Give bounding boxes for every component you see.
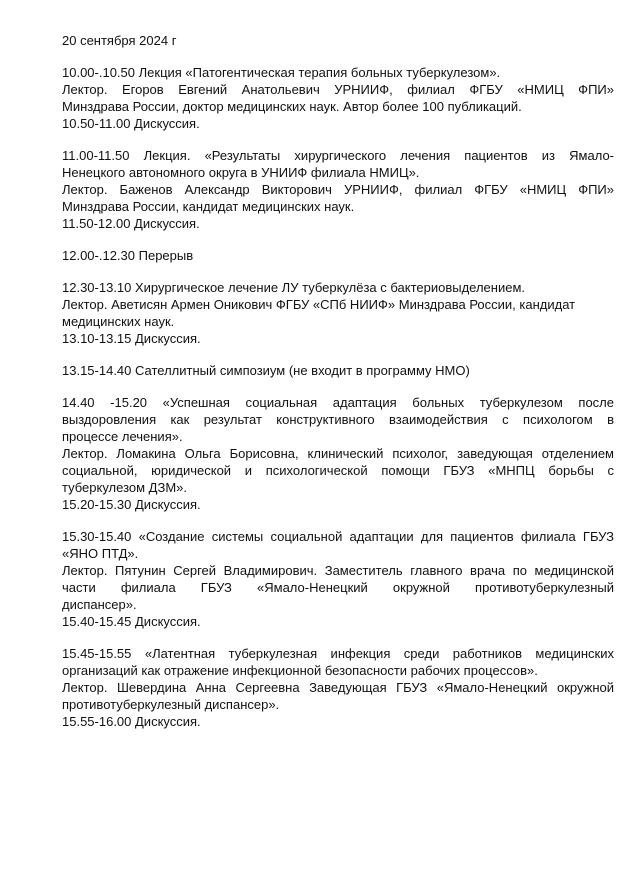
schedule-line: 13.15-14.40 Сателлитный симпозиум (не входит в программу НМО)	[62, 363, 470, 378]
schedule-block	[62, 645, 614, 730]
spacer	[62, 513, 614, 528]
program-schedule	[62, 64, 614, 730]
schedule-line: Ненецкого автономного округа в УНИИФ филиала НМИЦ».	[62, 165, 420, 180]
spacer	[62, 379, 614, 394]
schedule-line: 11.50-12.00 Дискуссия.	[62, 216, 200, 231]
schedule-line: Минздрава России, доктор медицинских наук. Автор более 100 публикаций.	[62, 99, 522, 114]
spacer	[62, 347, 614, 362]
document-page	[62, 32, 614, 730]
schedule-line: Лектор. Егоров Евгений Анатольевич УРНИИФ, филиал ФГБУ «НМИЦ ФПИ»	[62, 82, 614, 97]
schedule-line: 14.40 -15.20 «Успешная социальная адаптация больных туберкулезом после	[62, 395, 614, 410]
schedule-line: туберкулезом ДЗМ».	[62, 480, 188, 495]
spacer	[62, 232, 614, 247]
schedule-line: 13.10-13.15 Дискуссия.	[62, 331, 201, 346]
spacer	[62, 49, 614, 64]
schedule-block	[62, 147, 614, 232]
schedule-line: 15.20-15.30 Дискуссия.	[62, 497, 201, 512]
schedule-line: Минздрава России, кандидат медицинских наук.	[62, 199, 355, 214]
schedule-line: 10.00-.10.50 Лекция «Патогентическая терапия больных туберкулезом».	[62, 65, 501, 80]
schedule-line: выздоровления как результат конструктивного взаимодействия с психологом в	[62, 412, 614, 427]
schedule-line: противотуберкулезный диспансер».	[62, 697, 280, 712]
schedule-line: Лектор. Ломакина Ольга Борисовна, клинический психолог, заведующая отделением	[62, 446, 614, 461]
schedule-line: 12.00-.12.30 Перерыв	[62, 248, 194, 263]
schedule-line: части филиала ГБУЗ «Ямало-Ненецкий окружной противотуберкулезный	[62, 580, 614, 595]
schedule-line: организаций как отражение инфекционной безопасности рабочих процессов».	[62, 663, 538, 678]
schedule-block	[62, 279, 614, 347]
schedule-line: процессе лечения».	[62, 429, 183, 444]
schedule-block	[62, 64, 614, 132]
schedule-line: 12.30-13.10 Хирургическое лечение ЛУ туберкулёза с бактериовыделением.	[62, 280, 526, 295]
schedule-line: социальной, юридической и психологической помощи ГБУЗ «МНПЦ борьбы с	[62, 463, 614, 478]
schedule-line: Лектор. Баженов Александр Викторович УРНИИФ, филиал ФГБУ «НМИЦ ФПИ»	[62, 182, 614, 197]
schedule-line: Лектор. Шевердина Анна Сергеевна Заведующая ГБУЗ «Ямало-Ненецкий окружной	[62, 680, 614, 695]
spacer	[62, 132, 614, 147]
schedule-line: 15.45-15.55 «Латентная туберкулезная инфекция среди работников медицинских	[62, 646, 614, 661]
spacer	[62, 264, 614, 279]
schedule-line: 15.40-15.45 Дискуссия.	[62, 614, 201, 629]
schedule-block	[62, 362, 614, 379]
schedule-block	[62, 394, 614, 513]
schedule-line: 15.30-15.40 «Создание системы социальной адаптации для пациентов филиала ГБУЗ	[62, 529, 614, 544]
schedule-line: 10.50-11.00 Дискуссия.	[62, 116, 200, 131]
schedule-line: «ЯНО ПТД».	[62, 546, 139, 561]
schedule-line: Лектор. Пятунин Сергей Владимирович. Заместитель главного врача по медицинской	[62, 563, 614, 578]
schedule-line: медицинских наук.	[62, 314, 175, 329]
schedule-line: 15.55-16.00 Дискуссия.	[62, 714, 201, 729]
schedule-line: 11.00-11.50 Лекция. «Результаты хирургического лечения пациентов из Ямало-	[62, 148, 614, 163]
schedule-line: диспансер».	[62, 597, 137, 612]
spacer	[62, 630, 614, 645]
schedule-block	[62, 528, 614, 630]
schedule-block	[62, 247, 614, 264]
document-date: 20 сентября 2024 г	[62, 33, 177, 48]
schedule-line: Лектор. Аветисян Армен Оникович ФГБУ «СПб НИИФ» Минздрава России, кандидат	[62, 297, 576, 312]
